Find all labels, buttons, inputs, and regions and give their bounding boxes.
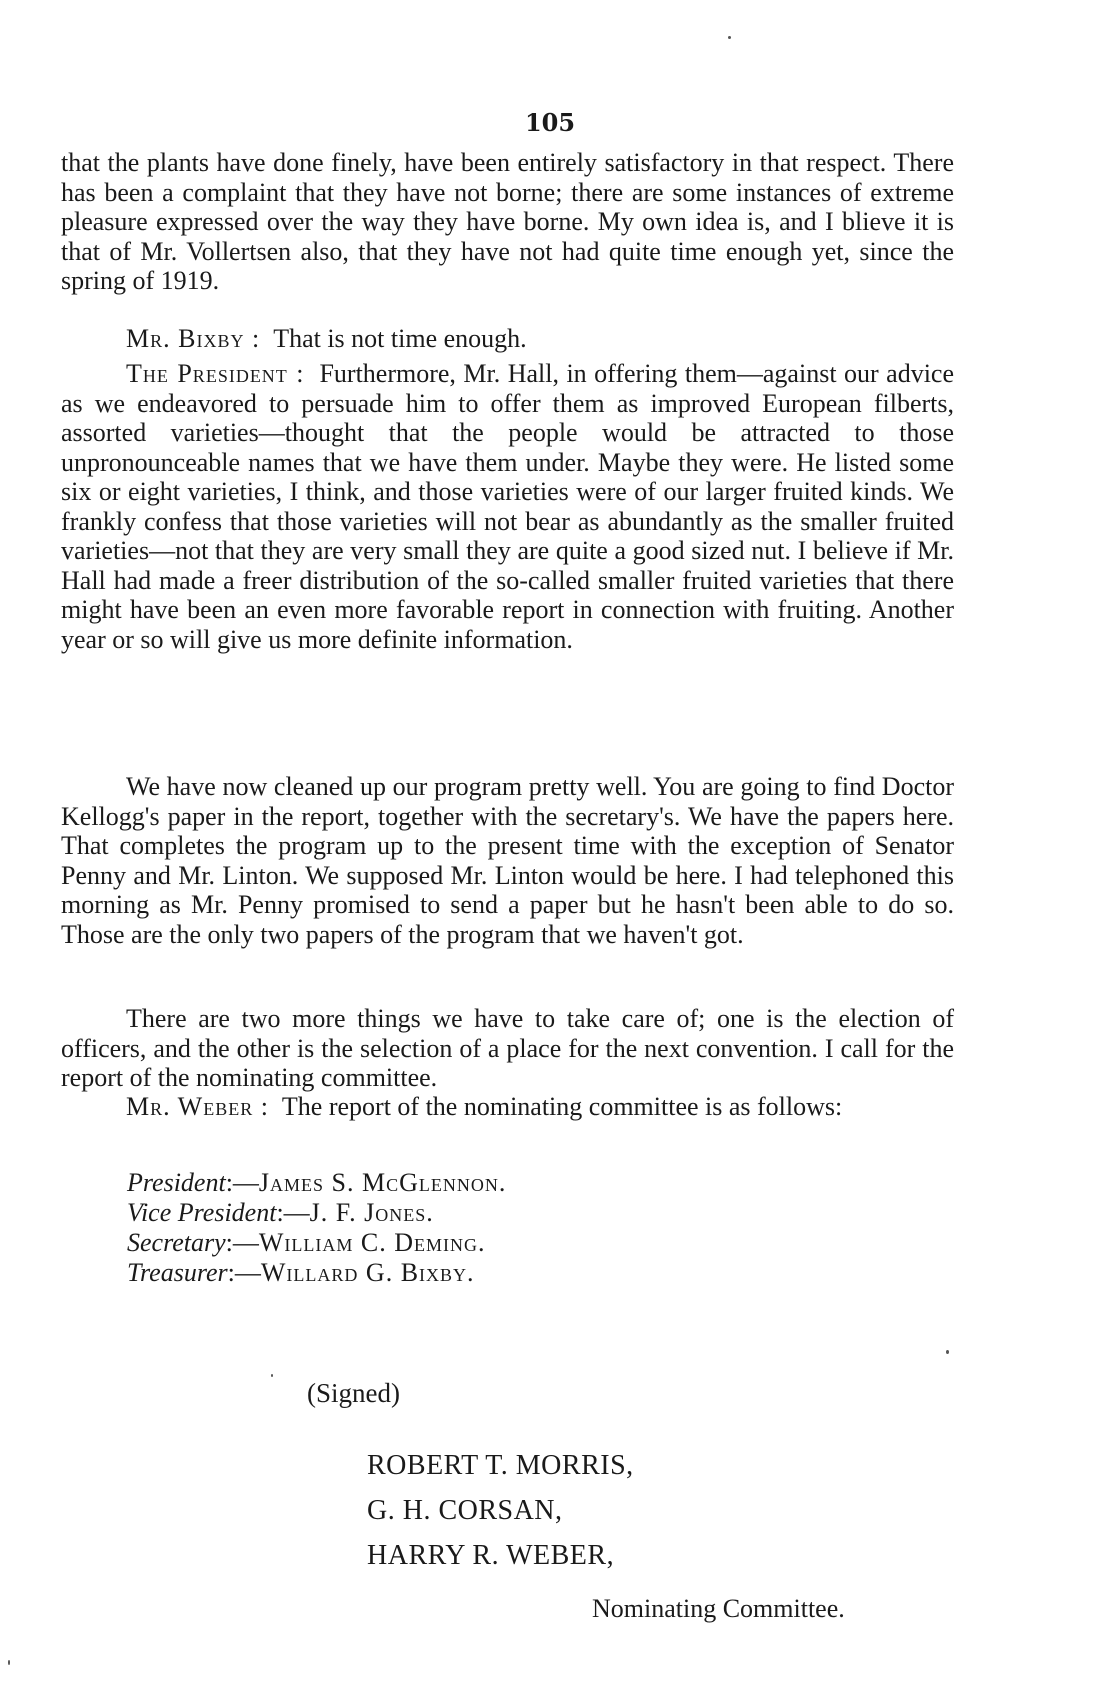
paragraph-2 [61, 324, 954, 354]
paragraph-5 [61, 1004, 954, 1093]
scan-speck [8, 1660, 10, 1665]
paragraph-3 [61, 359, 954, 654]
officer-vice-president [127, 1198, 434, 1228]
officer-separator: :— [225, 1228, 259, 1257]
page-number: 105 [524, 108, 576, 137]
paragraph-text: We have now cleaned up our program pretty well. You are going to find Doctor Kellogg's paper in the report, together with the secretary's. We have the papers here. That completes the program up to the present time with the exception of Senator Penny and Mr. Linton. We supposed Mr. Linton would be here. I had telephoned this morning as Mr. Penny promised to send a paper but he hasn't been able to do so. Those are the only two papers of the program that we haven't got. [61, 772, 954, 949]
signatory-name: HARRY R. WEBER, [367, 1540, 615, 1571]
scan-speck [271, 1374, 273, 1377]
officer-role: President [127, 1168, 226, 1197]
paragraph-4 [61, 772, 954, 949]
officer-president [127, 1168, 506, 1198]
officer-name: J. F. Jones. [309, 1198, 434, 1227]
speaker-name: The President : [126, 359, 305, 388]
speech [61, 324, 954, 354]
speaker-name: Mr. Weber : [126, 1092, 269, 1121]
paragraph-6 [61, 1092, 954, 1122]
speech-text: Furthermore, Mr. Hall, in offering them—against our advice as we endeavored to persuade him to offer them as improved European filberts, assorted varieties—thought that the people would be attracted to those unpronounceable names that we have them under. Maybe they were. He listed some six or eight varieties, I think, and those varieties were of our larger fruited kinds. We frankly confess that those varieties will not bear as abundantly as the smaller fruited varieties—not that they are very small they are quite a good sized nut. I believe if Mr. Hall had made a freer distribution of the so-called smaller fruited varieties that there might have been an even more favorable report in connection with fruiting. Another year or so will give us more definite information. [61, 359, 954, 654]
paragraph-text: that the plants have done finely, have been entirely satisfactory in that respect. There has been a complaint that they have not borne; there are some instances of extreme pleasure expressed over the way they have borne. My own idea is, and I blieve it is that of Mr. Vollertsen also, that they have not had quite time enough yet, since the spring of 1919. [61, 148, 954, 295]
officer-separator: :— [276, 1198, 310, 1227]
speech [61, 1092, 954, 1122]
officer-role: Vice President [127, 1198, 277, 1227]
signatory-name: ROBERT T. MORRIS, [367, 1450, 634, 1481]
signatory-name: G. H. CORSAN, [367, 1495, 563, 1526]
speech [61, 359, 954, 654]
officer-separator: :— [227, 1258, 261, 1287]
signed-label: (Signed) [307, 1378, 400, 1408]
committee-label: Nominating Committee. [592, 1594, 845, 1623]
officer-role: Treasurer [127, 1258, 228, 1287]
scan-speck [728, 36, 731, 39]
officer-treasurer [127, 1258, 475, 1288]
officer-separator: :— [225, 1168, 259, 1197]
scan-speck [946, 1350, 949, 1354]
paragraph-1 [61, 148, 954, 296]
officer-name: Willard G. Bixby. [260, 1258, 475, 1287]
officer-name: William C. Deming. [258, 1228, 486, 1257]
speaker-name: Mr. Bixby : [126, 324, 261, 353]
speech-text: That is not time enough. [273, 324, 527, 353]
paragraph-text: There are two more things we have to take care of; one is the election of officers, and the other is the selection of a place for the next convention. I call for the report of the nominating committee. [61, 1004, 954, 1092]
speech-text: The report of the nominating committee is as follows: [281, 1092, 843, 1121]
officer-name: James S. McGlennon. [258, 1168, 507, 1197]
officer-role: Secretary [127, 1228, 226, 1257]
officer-secretary [127, 1228, 486, 1258]
